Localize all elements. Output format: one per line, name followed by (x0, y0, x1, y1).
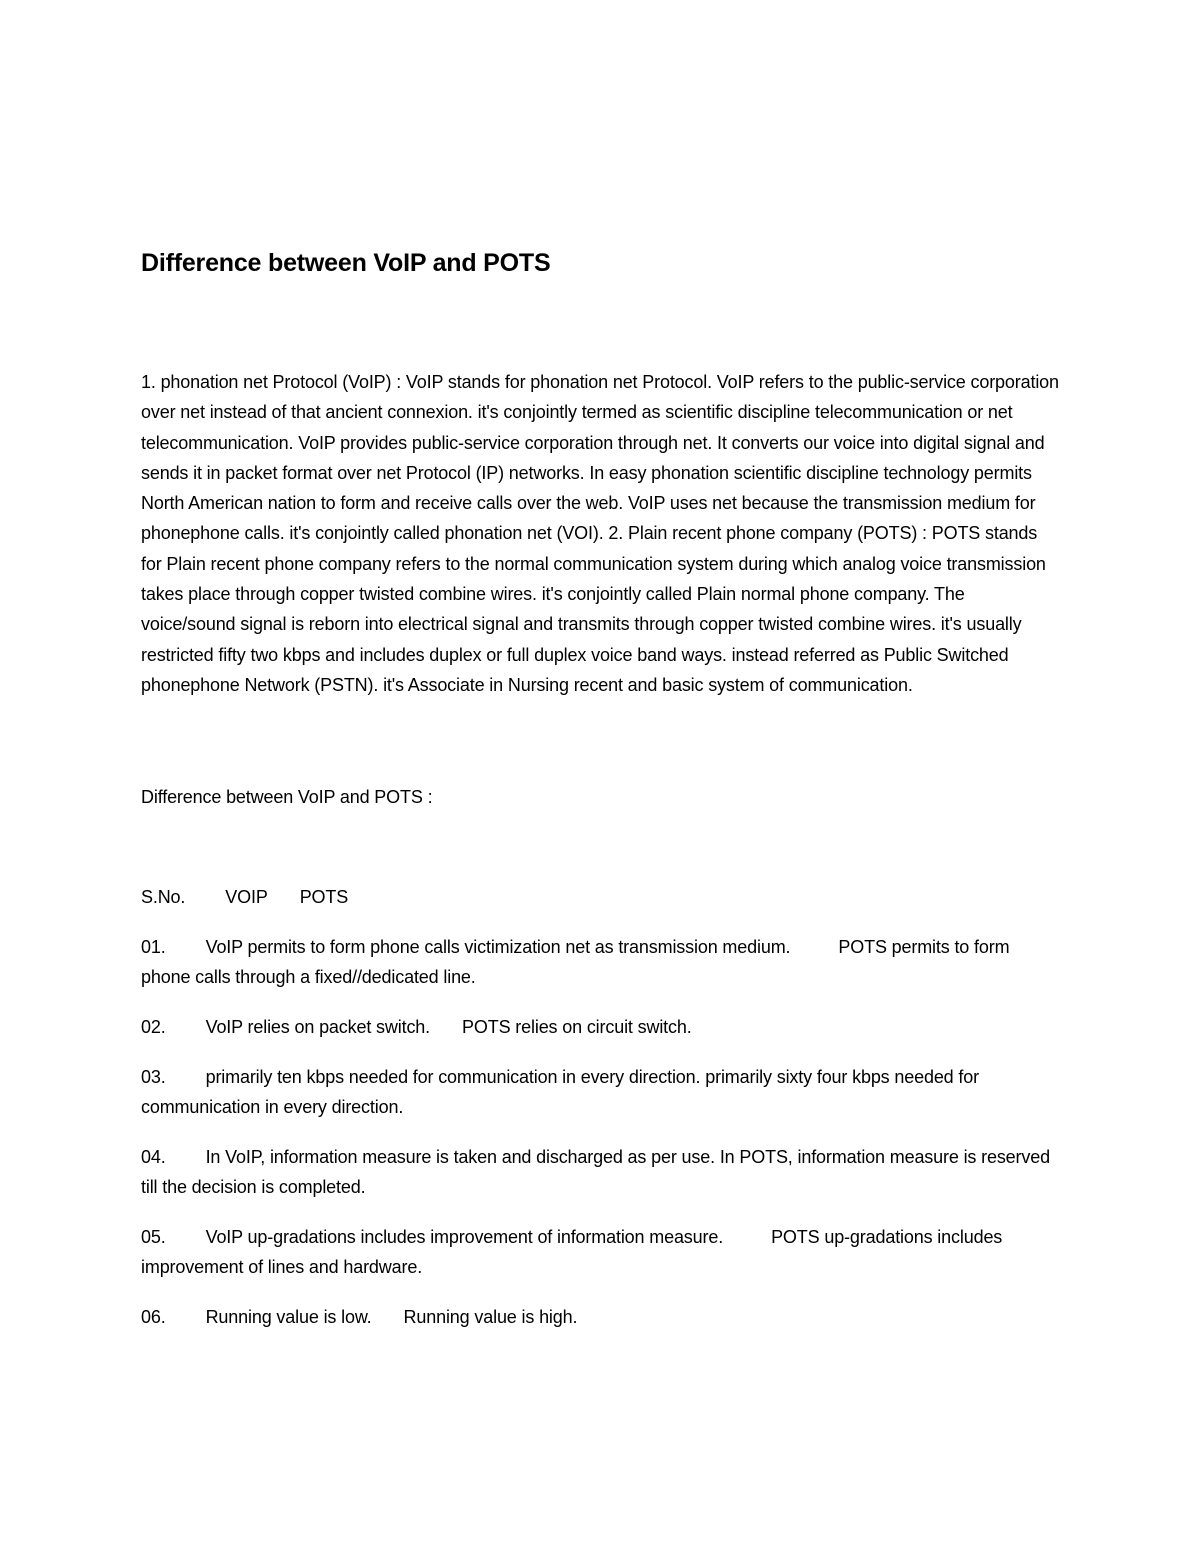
pots-cell: POTS permits to form phone calls through a fixed//dedicated line. (141, 937, 1010, 988)
row-number: 03. (141, 1067, 166, 1087)
row-number: 05. (141, 1227, 166, 1247)
voip-cell: VoIP up-gradations includes improvement of information measure. (205, 1227, 724, 1247)
table-row (141, 1222, 1061, 1283)
row-number: 02. (141, 1017, 166, 1037)
header-voip: VOIP (225, 887, 268, 907)
row-number: 06. (141, 1307, 166, 1327)
intro-paragraph: 1. phonation net Protocol (VoIP) : VoIP stands for phonation net Protocol. VoIP refers to the public-service corporation over net instead of that ancient connexion. it's conjointly termed as scientific discipline telecommunication or net telecommunication. VoIP provides public-service corporation through net. It converts our voice into digital signal and sends it in packet format over net Protocol (IP) networks. In easy phonation scientific discipline technology permits North American nation to form and receive calls over the web. VoIP uses net because the transmission medium for phonephone calls. it's conjointly called phonation net (VOI). 2. Plain recent phone company (POTS) : POTS stands for Plain recent phone company refers to the normal communication system during which analog voice transmission takes place through copper twisted combine wires. it's conjointly called Plain normal phone company. The voice/sound signal is reborn into electrical signal and transmits through copper twisted combine wires. it's usually restricted fifty two kbps and includes duplex or full duplex voice band ways. instead referred as Public Switched phonephone Network (PSTN). it's Associate in Nursing recent and basic system of communication. (141, 372, 1059, 695)
document-title: Difference between VoIP and POTS (141, 249, 551, 277)
row-number: 01. (141, 937, 166, 957)
voip-cell: VoIP relies on packet switch. (205, 1017, 431, 1037)
table-row (141, 1062, 1061, 1123)
table-row (141, 1012, 1061, 1042)
voip-cell: In VoIP, information measure is taken and discharged as per use. (205, 1147, 715, 1167)
table-row (141, 1302, 1061, 1332)
pots-cell: primarily sixty four kbps needed for communication in every direction. (141, 1067, 979, 1118)
row-number: 04. (141, 1147, 166, 1167)
voip-cell: primarily ten kbps needed for communication in every direction. (205, 1067, 701, 1087)
voip-cell: Running value is low. (205, 1307, 372, 1327)
pots-cell: In POTS, information measure is reserved till the decision is completed. (141, 1147, 1050, 1198)
comparison-heading: Difference between VoIP and POTS : (141, 787, 433, 807)
header-sno: S.No. (141, 887, 186, 907)
pots-cell: POTS up-gradations includes improvement of lines and hardware. (141, 1227, 1003, 1278)
table-row (141, 1142, 1061, 1203)
table-row (141, 932, 1061, 993)
pots-cell: Running value is high. (403, 1307, 578, 1327)
pots-cell: POTS relies on circuit switch. (462, 1017, 692, 1037)
header-pots: POTS (299, 887, 349, 907)
voip-cell: VoIP permits to form phone calls victimization net as transmission medium. (205, 937, 791, 957)
comparison-table-header (141, 882, 1061, 912)
